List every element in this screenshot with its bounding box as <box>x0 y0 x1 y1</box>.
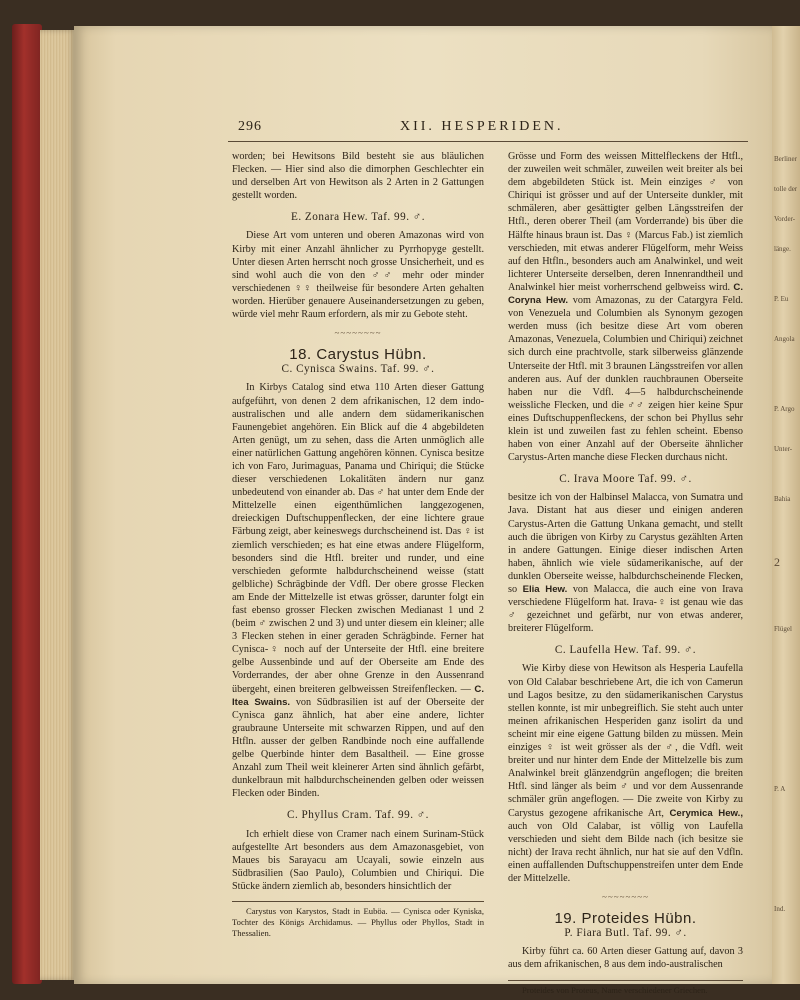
edge-fragment: Vorder- <box>774 216 796 223</box>
cynisca-text-part-1: In Kirbys Catalog sind etwa 110 Arten dieser Gattung aufgeführt, von denen 2 dem afrikanischen, 12 dem indo-australischen und alle andern dem südamerikanischen Faunengebiet angehören. Ein Blick auf die 4 abgebildeten Arten genügt, um zu sehen, dass die Arten unmöglich alle einer natürlichen Gattung angehören können. Cynisca besitze ich von Faro, Jurimaguas, Panama und Chiriqui; die Stücke dieser verschiedenen Lokalitäten ändern nur ganz unbedeutend von einander ab. Das ♂ hat unter dem Ende der Mittelzelle einen eigenthümlichen langgezogenen, dreieckigen Duftschuppenflecken, der eine lichtere graue Färbung zeigt, aber keineswegs durchscheinend ist. Das ♀ ist ziemlich verschieden; es hat eine etwas andere Flügelform, besonders sind die Htfl. breiter und runder, und eine verschieden geformte halbdurchscheinend weisse (statt gelbliche) Schrägbinde der Vdfl. Der obere grosse Flecken am Ende der Mittelzelle ist etwas grösser, darunter folgt ein fast ebenso grosser Flecken zwischen Medianast 1 und 2 (beim ♂ zwischen 2 und 3) und unter diesem ein kleiner; alle 3 Flecken stehen in einer geraden Schrägbinde. Ferner hat Cynisca-♀ noch auf der Unterseite der Htfl. eine breitere gelbe Aussenbinde und auf der Oberseite am Ende des Vorderrandes, der aber ohne Grenze in den Aussenrand übergeht, einen breiteren gelbweissen Streifenflecken. — <box>232 382 484 695</box>
section-ornament: ~~~~~~~~ <box>602 892 649 903</box>
page-stack-edge <box>40 30 76 980</box>
intro-paragraph: worden; bei Hewitsons Bild besteht sie aus bläulichen Flecken. — Hier sind also die dimorphen Geschlechter ein und derselben Art von Hewitson als 2 Arten in 2 Gattungen gestellt worden. <box>232 151 484 202</box>
fiara-paragraph: Kirby führt ca. 60 Arten dieser Gattung auf, davon 3 aus dem afrikanischen, 8 aus dem indo-australischen <box>508 946 743 971</box>
edge-fragment: P. A <box>774 786 786 793</box>
phyllus-continued-part-2: vom Amazonas, zu der Catargyra Feld. von Venezuela und Columbien als Synonym gezogen werden muss (ich besitze diese Art vom oberen Amazonas, Venezuela, Columbien und Chiriqui) zeichnet sich durch eine prachtvolle, stark silberweiss glänzende Unterseite der Htfl. mit 3 braunen Längsstreifen vor allen anderen aus. Auf der dunklen rauchbraunen Oberseite haben nur die Vdfl. 4—5 halbdurchscheinende weissliche Flecken, und die ♂♂ zeigen hier keine Spur eines Duftschuppenfleckens, der schon bei Phyllus sehr klein ist und zuweilen fast zu fehlen scheint. Ebenso haben von einer Anzahl auf der Oberseite ähnlicher Carystus-Arten manche diese Flecken durchaus nicht. <box>508 295 743 464</box>
genus-heading-proteides: 19. Proteides Hübn. <box>554 910 697 928</box>
running-header <box>160 117 750 139</box>
genus-heading-carystus: 18. Carystus Hübn. <box>289 346 427 364</box>
book-cover-edge <box>12 24 42 984</box>
laufella-text-part-1: Wie Kirby diese von Hewitson als Hesperia Laufella von Old Calabar beschriebene Art, die ich von Camerun und Lagos besitze, zu den südamerikanischen Carystus stellen konnte, ist mir unbegreiflich. Sie steht auch unter meinen afrikanischen Hesperiden ganz isolirt da und scheint mir eine eigene Gattung bilden zu müssen. Mein einziges ♀ ist weit grösser als der ♂, die Vdfl. weit breiter und nur hinter dem Ende der Mittelzelle bis zum Analwinkel breit glänzendgrün angeflogen; die breiten Htfl. sind länger als beim ♂ und vor dem Aussenrande schmäler grün angeflogen. — Die zweite von Kirby zu Carystus gezogene afrikanische Art, <box>508 663 743 819</box>
species-heading-cynisca: C. Cynisca Swains. Taf. 99. ♂. <box>281 363 435 376</box>
species-name-elia: Elia Hew. <box>522 584 568 595</box>
footnote-rule <box>508 980 743 981</box>
species-heading-zonara: E. Zonara Hew. Taf. 99. ♂. <box>291 211 425 224</box>
cynisca-paragraph <box>232 381 484 800</box>
irava-paragraph <box>508 491 743 635</box>
edge-fragment: Ind. <box>774 906 786 913</box>
zonara-paragraph: Diese Art vom unteren und oberen Amazonas wird von Kirby mit einer Anzahl ähnlicher zu Pyrrhopyge gestellt. Unter diesen Arten herrscht noch grosse Unsicherheit, und es sind wohl auch die von den ♂♂ mehr oder minder verschiedenen ♀♀ theilweise für besondere Arten gehalten worden. Hierüber genauere Auseinandersetzungen zu geben, würde viel mehr Raum erfordern, als mir zu Gebote steht. <box>232 230 484 321</box>
species-heading-phyllus: C. Phyllus Cram. Taf. 99. ♂. <box>287 809 429 822</box>
edge-fragment: Bahia <box>774 496 791 503</box>
edge-fragment: Unter- <box>774 446 793 453</box>
edge-fragment: Berliner <box>774 156 797 163</box>
edge-fragment: 2 <box>774 556 780 568</box>
cynisca-text-part-2: von Südbrasilien ist auf der Oberseite der Cynisca ganz ähnlich, hat aber eine andere, lichter graubraune Unterseite mit schwarzen Rippen, und auf den Htfln. ausser der gelben Randbinde noch eine auffallende gelbe Querbinde hinter dem Basaltheil. — Eine grosse Anzahl zum Theil weit kleinerer Arten sind ähnlich gefärbt, dunkelbraun mit halbdurchscheinenden gelben oder weissen Flecken oder Binden. <box>232 696 484 800</box>
phyllus-paragraph: Ich erhielt diese von Cramer nach einem Surinam-Stück aufgestellte Art besonders aus dem Amazonasgebiet, von Maues bis Sarayacu am Ucayali, sowie einzeln aus Südbrasilien (Sao Paulo), Columbien und Chiriqui. Die Stücke ändern ziemlich ab, besonders hinsichtlich der <box>232 828 484 892</box>
edge-fragment: tolle der <box>774 186 798 193</box>
footnote-right: Proteides von Proteus, Name verschiedener Griechen. <box>522 984 708 995</box>
footnote-rule <box>232 901 484 902</box>
left-column <box>232 150 484 939</box>
edge-fragment: Flügel <box>774 626 792 633</box>
laufella-text-part-2: auch von Old Calabar, ist völlig von Laufella verschieden und sieht dem Bilde nach (ich besitze sie nicht) der Irava recht ähnlich, nur hat sie auf den Vdfln. einen auffallenden Duftschuppenstreifen unter dem Ende der Mittelzelle. <box>508 820 743 884</box>
species-heading-laufella: C. Laufella Hew. Taf. 99. ♂. <box>554 644 697 657</box>
species-heading-irava: C. Irava Moore Taf. 99. ♂. <box>559 473 692 486</box>
edge-fragment: P. Eu <box>774 296 789 303</box>
species-name-cerymica: Cerymica Hew., <box>669 807 743 819</box>
edge-fragment: P. Argo <box>774 406 795 413</box>
irava-text-part-1: besitze ich von der Halbinsel Malacca, von Sumatra und Java. Distant hat aus dieser und einigen anderen Carystus-Arten die Gattung Unkana gemacht, und stellt auch die übrigen von Kirby zu Carystus gezählten Arten in andere Gattungen. Einige dieser indischen Arten haben, ähnlich wie viele südamerikanische, auf der dunklen Oberseite weisse, halbdurchscheinende Flecken, so <box>508 492 743 595</box>
laufella-paragraph <box>508 662 743 885</box>
section-ornament: ~~~~~~~~ <box>334 328 382 339</box>
phyllus-continued-paragraph <box>508 150 743 464</box>
phyllus-continued-part-1: Grösse und Form des weissen Mittelfleckens der Htfl., der zuweilen weit schmäler, zuweilen weit breiter als bei dem abgebildeten Stück ist. Mein einziges ♂ von Chiriqui ist grösser und auf der Unterseite dunkler, mit schmäleren, aber gesättigter gelben Längsstreifen der Htfl., deren oberer Theil (am Vorderrande) bis über die Hälfte hinaus braun ist. Das ♀ (Marcus Fab.) ist ziemlich verschieden, mit etwas anderer Flügelform, mehr Weiss auf den Htfln., besonders auch am Analwinkel, und weit lichterer Unterseite derselben, deren Innenrandtheil und Analwinkel hier meist vorherrschend gelbweiss wird. <box>508 151 743 293</box>
edge-fragment: länge. <box>774 246 791 253</box>
species-name-itea: C. Itea Swains. <box>232 683 484 708</box>
right-column <box>508 150 743 996</box>
irava-text-part-2: von Malacca, die auch eine von Irava verschiedene Flügelform hat. Irava-♀ ist genau wie das ♂ gezeichnet und gefärbt, nur von etwas anderer, breiterer Flügelform. <box>508 584 744 635</box>
species-name-coryna: C. Coryna Hew. <box>508 281 744 307</box>
species-heading-fiara: P. Fiara Butl. Taf. 99. ♂. <box>564 927 687 940</box>
page-number: 296 <box>238 119 262 134</box>
next-page-edge <box>772 26 800 984</box>
running-title: XII. HESPERIDEN. <box>400 119 564 134</box>
footnote-left: Carystus von Karystos, Stadt in Euböa. — Cynisca oder Kyniska, Tochter des Königs Archidamus. — Phyllus oder Phyllos, Stadt in Thessalien. <box>232 905 484 938</box>
edge-fragment: Angola <box>774 336 795 343</box>
header-rule <box>228 141 748 142</box>
